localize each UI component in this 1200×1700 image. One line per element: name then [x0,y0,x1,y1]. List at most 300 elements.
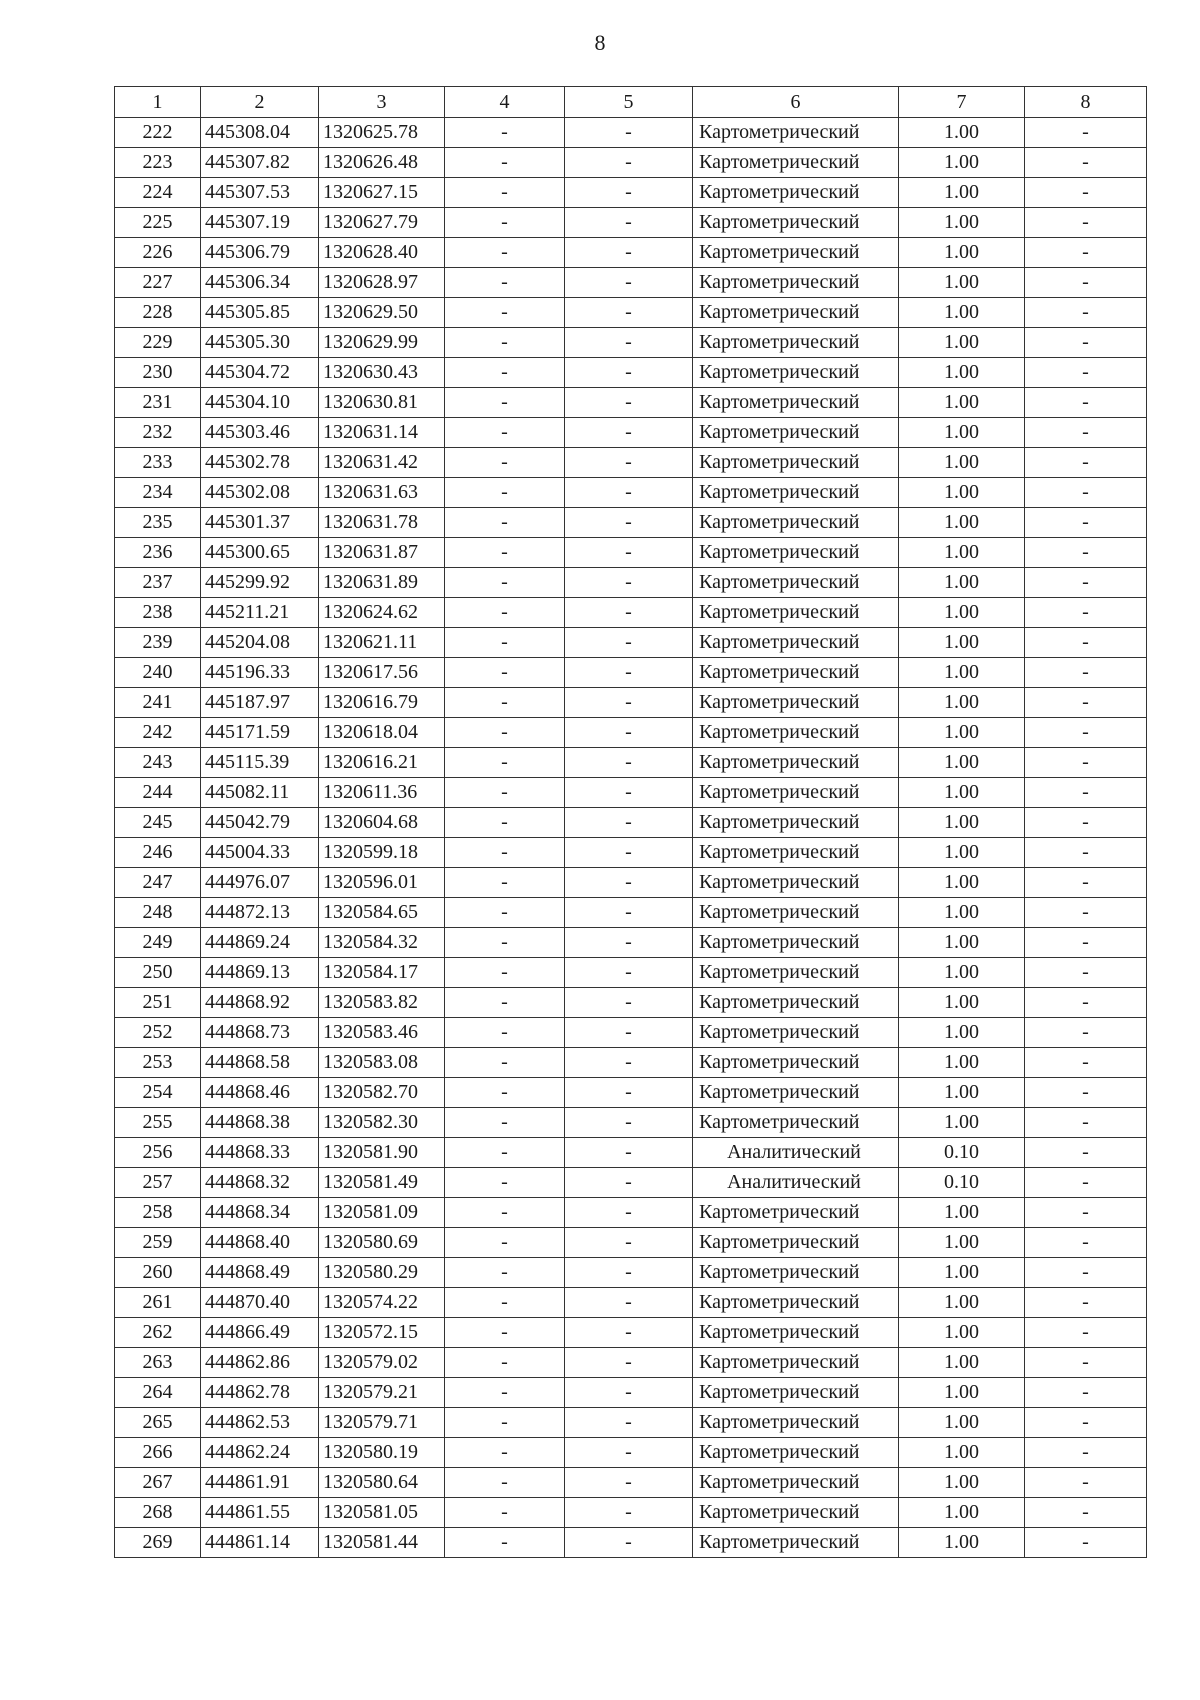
table-header-row [115,87,1147,118]
method-cell: Картометрический [693,298,899,328]
method-cell: Картометрический [693,598,899,628]
col8-cell: - [1025,1228,1147,1258]
y-coordinate-cell: 1320628.40 [319,238,445,268]
method-cell: Картометрический [693,1108,899,1138]
accuracy-cell: 1.00 [899,208,1025,238]
table-row [115,1288,1147,1318]
x-coordinate-cell: 445304.10 [201,388,319,418]
table-row [115,208,1147,238]
x-coordinate-cell: 444868.32 [201,1168,319,1198]
table-row [115,1168,1147,1198]
accuracy-cell: 1.00 [899,178,1025,208]
x-coordinate-cell: 444861.91 [201,1468,319,1498]
x-coordinate-cell: 445303.46 [201,418,319,448]
x-coordinate-cell: 445305.85 [201,298,319,328]
table-row [115,478,1147,508]
table-row [115,268,1147,298]
col4-cell: - [445,778,565,808]
table-row [115,1378,1147,1408]
table-row [115,1198,1147,1228]
table-row [115,1228,1147,1258]
col4-cell: - [445,1528,565,1558]
accuracy-cell: 1.00 [899,838,1025,868]
point-number-cell: 246 [115,838,201,868]
col4-cell: - [445,988,565,1018]
col4-cell: - [445,1228,565,1258]
y-coordinate-cell: 1320627.15 [319,178,445,208]
y-coordinate-cell: 1320572.15 [319,1318,445,1348]
col4-cell: - [445,298,565,328]
col4-cell: - [445,1168,565,1198]
col8-cell: - [1025,898,1147,928]
y-coordinate-cell: 1320628.97 [319,268,445,298]
method-cell: Картометрический [693,838,899,868]
col5-cell: - [565,1198,693,1228]
accuracy-cell: 1.00 [899,808,1025,838]
table-row [115,328,1147,358]
accuracy-cell: 1.00 [899,928,1025,958]
y-coordinate-cell: 1320580.69 [319,1228,445,1258]
y-coordinate-cell: 1320625.78 [319,118,445,148]
point-number-cell: 249 [115,928,201,958]
method-cell: Картометрический [693,178,899,208]
point-number-cell: 241 [115,688,201,718]
y-coordinate-cell: 1320631.89 [319,568,445,598]
point-number-cell: 253 [115,1048,201,1078]
x-coordinate-cell: 445305.30 [201,328,319,358]
point-number-cell: 226 [115,238,201,268]
x-coordinate-cell: 445308.04 [201,118,319,148]
x-coordinate-cell: 444862.24 [201,1438,319,1468]
method-cell: Картометрический [693,1228,899,1258]
col4-cell: - [445,1198,565,1228]
col8-cell: - [1025,1018,1147,1048]
col5-cell: - [565,808,693,838]
table-row [115,1048,1147,1078]
method-cell: Картометрический [693,478,899,508]
col8-cell: - [1025,628,1147,658]
col5-cell: - [565,1408,693,1438]
table-row [115,688,1147,718]
point-number-cell: 243 [115,748,201,778]
col8-cell: - [1025,1528,1147,1558]
col4-cell: - [445,1468,565,1498]
x-coordinate-cell: 444872.13 [201,898,319,928]
col4-cell: - [445,1108,565,1138]
method-cell: Картометрический [693,328,899,358]
col8-cell: - [1025,268,1147,298]
table-row [115,148,1147,178]
table-row [115,1258,1147,1288]
column-header-4: 4 [445,87,565,118]
point-number-cell: 258 [115,1198,201,1228]
method-cell: Картометрический [693,418,899,448]
col5-cell: - [565,1288,693,1318]
method-cell: Картометрический [693,928,899,958]
table-row [115,988,1147,1018]
col5-cell: - [565,118,693,148]
method-cell: Картометрический [693,1288,899,1318]
col8-cell: - [1025,1348,1147,1378]
col5-cell: - [565,1258,693,1288]
accuracy-cell: 1.00 [899,1048,1025,1078]
col5-cell: - [565,448,693,478]
col5-cell: - [565,1438,693,1468]
x-coordinate-cell: 444866.49 [201,1318,319,1348]
accuracy-cell: 1.00 [899,598,1025,628]
accuracy-cell: 1.00 [899,478,1025,508]
method-cell: Картометрический [693,538,899,568]
x-coordinate-cell: 445302.08 [201,478,319,508]
col4-cell: - [445,1318,565,1348]
x-coordinate-cell: 445196.33 [201,658,319,688]
y-coordinate-cell: 1320582.70 [319,1078,445,1108]
y-coordinate-cell: 1320579.02 [319,1348,445,1378]
method-cell: Картометрический [693,748,899,778]
method-cell: Картометрический [693,448,899,478]
column-header-7: 7 [899,87,1025,118]
method-cell: Картометрический [693,568,899,598]
col8-cell: - [1025,1438,1147,1468]
col4-cell: - [445,808,565,838]
x-coordinate-cell: 444868.49 [201,1258,319,1288]
y-coordinate-cell: 1320580.64 [319,1468,445,1498]
col4-cell: - [445,658,565,688]
y-coordinate-cell: 1320629.99 [319,328,445,358]
method-cell: Картометрический [693,238,899,268]
accuracy-cell: 1.00 [899,1378,1025,1408]
method-cell: Картометрический [693,988,899,1018]
accuracy-cell: 1.00 [899,1228,1025,1258]
accuracy-cell: 1.00 [899,1288,1025,1318]
point-number-cell: 255 [115,1108,201,1138]
x-coordinate-cell: 444868.73 [201,1018,319,1048]
point-number-cell: 225 [115,208,201,238]
x-coordinate-cell: 445307.19 [201,208,319,238]
method-cell: Картометрический [693,358,899,388]
table-row [115,178,1147,208]
col8-cell: - [1025,388,1147,418]
y-coordinate-cell: 1320596.01 [319,868,445,898]
x-coordinate-cell: 445300.65 [201,538,319,568]
method-cell: Картометрический [693,778,899,808]
table-row [115,118,1147,148]
col4-cell: - [445,208,565,238]
col8-cell: - [1025,178,1147,208]
col5-cell: - [565,1528,693,1558]
method-cell: Картометрический [693,1198,899,1228]
x-coordinate-cell: 444862.53 [201,1408,319,1438]
method-cell: Картометрический [693,1408,899,1438]
col8-cell: - [1025,1318,1147,1348]
y-coordinate-cell: 1320581.05 [319,1498,445,1528]
col8-cell: - [1025,1498,1147,1528]
col4-cell: - [445,1288,565,1318]
accuracy-cell: 0.10 [899,1138,1025,1168]
method-cell: Аналитический [693,1138,899,1168]
col4-cell: - [445,1498,565,1528]
y-coordinate-cell: 1320618.04 [319,718,445,748]
col8-cell: - [1025,928,1147,958]
col4-cell: - [445,688,565,718]
y-coordinate-cell: 1320582.30 [319,1108,445,1138]
column-header-6: 6 [693,87,899,118]
col4-cell: - [445,1018,565,1048]
point-number-cell: 266 [115,1438,201,1468]
col4-cell: - [445,1138,565,1168]
y-coordinate-cell: 1320581.44 [319,1528,445,1558]
point-number-cell: 257 [115,1168,201,1198]
col5-cell: - [565,1018,693,1048]
col5-cell: - [565,148,693,178]
method-cell: Картометрический [693,1438,899,1468]
x-coordinate-cell: 444868.58 [201,1048,319,1078]
column-header-2: 2 [201,87,319,118]
col4-cell: - [445,358,565,388]
point-number-cell: 268 [115,1498,201,1528]
method-cell: Картометрический [693,1078,899,1108]
x-coordinate-cell: 445211.21 [201,598,319,628]
col8-cell: - [1025,1408,1147,1438]
table-row [115,1018,1147,1048]
point-number-cell: 259 [115,1228,201,1258]
y-coordinate-cell: 1320629.50 [319,298,445,328]
method-cell: Картометрический [693,688,899,718]
col4-cell: - [445,1438,565,1468]
point-number-cell: 227 [115,268,201,298]
col8-cell: - [1025,868,1147,898]
column-header-8: 8 [1025,87,1147,118]
method-cell: Картометрический [693,1258,899,1288]
accuracy-cell: 1.00 [899,328,1025,358]
x-coordinate-cell: 444861.14 [201,1528,319,1558]
col4-cell: - [445,568,565,598]
point-number-cell: 269 [115,1528,201,1558]
point-number-cell: 228 [115,298,201,328]
col5-cell: - [565,1048,693,1078]
col8-cell: - [1025,1378,1147,1408]
accuracy-cell: 1.00 [899,778,1025,808]
col5-cell: - [565,238,693,268]
y-coordinate-cell: 1320584.65 [319,898,445,928]
point-number-cell: 248 [115,898,201,928]
method-cell: Картометрический [693,388,899,418]
accuracy-cell: 1.00 [899,148,1025,178]
col8-cell: - [1025,208,1147,238]
accuracy-cell: 1.00 [899,568,1025,598]
accuracy-cell: 1.00 [899,1348,1025,1378]
x-coordinate-cell: 445304.72 [201,358,319,388]
accuracy-cell: 1.00 [899,388,1025,418]
accuracy-cell: 1.00 [899,268,1025,298]
col5-cell: - [565,268,693,298]
point-number-cell: 230 [115,358,201,388]
table-row [115,568,1147,598]
col5-cell: - [565,658,693,688]
point-number-cell: 237 [115,568,201,598]
col5-cell: - [565,478,693,508]
y-coordinate-cell: 1320630.81 [319,388,445,418]
table-row [115,658,1147,688]
method-cell: Картометрический [693,1378,899,1408]
table-row [115,388,1147,418]
col4-cell: - [445,178,565,208]
x-coordinate-cell: 444869.13 [201,958,319,988]
accuracy-cell: 1.00 [899,1318,1025,1348]
col8-cell: - [1025,358,1147,388]
point-number-cell: 222 [115,118,201,148]
point-number-cell: 240 [115,658,201,688]
point-number-cell: 250 [115,958,201,988]
col5-cell: - [565,898,693,928]
x-coordinate-cell: 445004.33 [201,838,319,868]
x-coordinate-cell: 445307.82 [201,148,319,178]
point-number-cell: 244 [115,778,201,808]
col8-cell: - [1025,718,1147,748]
accuracy-cell: 1.00 [899,1018,1025,1048]
point-number-cell: 267 [115,1468,201,1498]
accuracy-cell: 1.00 [899,1498,1025,1528]
col5-cell: - [565,718,693,748]
method-cell: Картометрический [693,148,899,178]
table-row [115,298,1147,328]
col4-cell: - [445,598,565,628]
y-coordinate-cell: 1320621.11 [319,628,445,658]
table-row [115,1318,1147,1348]
point-number-cell: 263 [115,1348,201,1378]
col8-cell: - [1025,658,1147,688]
col5-cell: - [565,568,693,598]
y-coordinate-cell: 1320631.42 [319,448,445,478]
col4-cell: - [445,898,565,928]
point-number-cell: 260 [115,1258,201,1288]
point-number-cell: 261 [115,1288,201,1318]
method-cell: Картометрический [693,868,899,898]
col4-cell: - [445,1078,565,1108]
y-coordinate-cell: 1320581.09 [319,1198,445,1228]
table-row [115,598,1147,628]
col8-cell: - [1025,1048,1147,1078]
method-cell: Картометрический [693,1498,899,1528]
accuracy-cell: 1.00 [899,118,1025,148]
col5-cell: - [565,1108,693,1138]
col8-cell: - [1025,1108,1147,1138]
table-row [115,358,1147,388]
col5-cell: - [565,1168,693,1198]
accuracy-cell: 1.00 [899,1468,1025,1498]
y-coordinate-cell: 1320580.19 [319,1438,445,1468]
col8-cell: - [1025,1138,1147,1168]
y-coordinate-cell: 1320574.22 [319,1288,445,1318]
accuracy-cell: 1.00 [899,1078,1025,1108]
y-coordinate-cell: 1320579.71 [319,1408,445,1438]
x-coordinate-cell: 445306.79 [201,238,319,268]
col4-cell: - [445,418,565,448]
y-coordinate-cell: 1320611.36 [319,778,445,808]
accuracy-cell: 1.00 [899,628,1025,658]
method-cell: Картометрический [693,658,899,688]
table-row [115,1138,1147,1168]
col5-cell: - [565,628,693,658]
accuracy-cell: 1.00 [899,358,1025,388]
col8-cell: - [1025,298,1147,328]
accuracy-cell: 1.00 [899,658,1025,688]
col8-cell: - [1025,118,1147,148]
col4-cell: - [445,538,565,568]
accuracy-cell: 1.00 [899,538,1025,568]
col5-cell: - [565,1078,693,1108]
col4-cell: - [445,1048,565,1078]
table-row [115,1108,1147,1138]
x-coordinate-cell: 444868.92 [201,988,319,1018]
accuracy-cell: 1.00 [899,1408,1025,1438]
y-coordinate-cell: 1320584.17 [319,958,445,988]
point-number-cell: 264 [115,1378,201,1408]
method-cell: Картометрический [693,1318,899,1348]
point-number-cell: 229 [115,328,201,358]
accuracy-cell: 1.00 [899,748,1025,778]
col4-cell: - [445,508,565,538]
col5-cell: - [565,178,693,208]
method-cell: Картометрический [693,1528,899,1558]
method-cell: Картометрический [693,718,899,748]
point-number-cell: 236 [115,538,201,568]
col8-cell: - [1025,1168,1147,1198]
x-coordinate-cell: 444869.24 [201,928,319,958]
accuracy-cell: 1.00 [899,868,1025,898]
col5-cell: - [565,958,693,988]
col4-cell: - [445,478,565,508]
x-coordinate-cell: 444862.78 [201,1378,319,1408]
method-cell: Картометрический [693,118,899,148]
col5-cell: - [565,1138,693,1168]
x-coordinate-cell: 445299.92 [201,568,319,598]
x-coordinate-cell: 445115.39 [201,748,319,778]
col8-cell: - [1025,958,1147,988]
col8-cell: - [1025,598,1147,628]
col4-cell: - [445,148,565,178]
y-coordinate-cell: 1320631.87 [319,538,445,568]
y-coordinate-cell: 1320581.90 [319,1138,445,1168]
col8-cell: - [1025,1288,1147,1318]
y-coordinate-cell: 1320626.48 [319,148,445,178]
y-coordinate-cell: 1320583.08 [319,1048,445,1078]
column-header-5: 5 [565,87,693,118]
col4-cell: - [445,718,565,748]
accuracy-cell: 1.00 [899,1438,1025,1468]
accuracy-cell: 0.10 [899,1168,1025,1198]
method-cell: Картометрический [693,958,899,988]
accuracy-cell: 1.00 [899,238,1025,268]
y-coordinate-cell: 1320583.46 [319,1018,445,1048]
method-cell: Аналитический [693,1168,899,1198]
point-number-cell: 224 [115,178,201,208]
accuracy-cell: 1.00 [899,988,1025,1018]
col4-cell: - [445,1378,565,1408]
method-cell: Картометрический [693,1348,899,1378]
y-coordinate-cell: 1320617.56 [319,658,445,688]
col8-cell: - [1025,448,1147,478]
page-number: 8 [594,30,606,55]
col8-cell: - [1025,238,1147,268]
accuracy-cell: 1.00 [899,448,1025,478]
method-cell: Картометрический [693,1468,899,1498]
method-cell: Картометрический [693,1048,899,1078]
col8-cell: - [1025,568,1147,598]
coordinates-table [114,86,1147,1558]
point-number-cell: 238 [115,598,201,628]
x-coordinate-cell: 444976.07 [201,868,319,898]
